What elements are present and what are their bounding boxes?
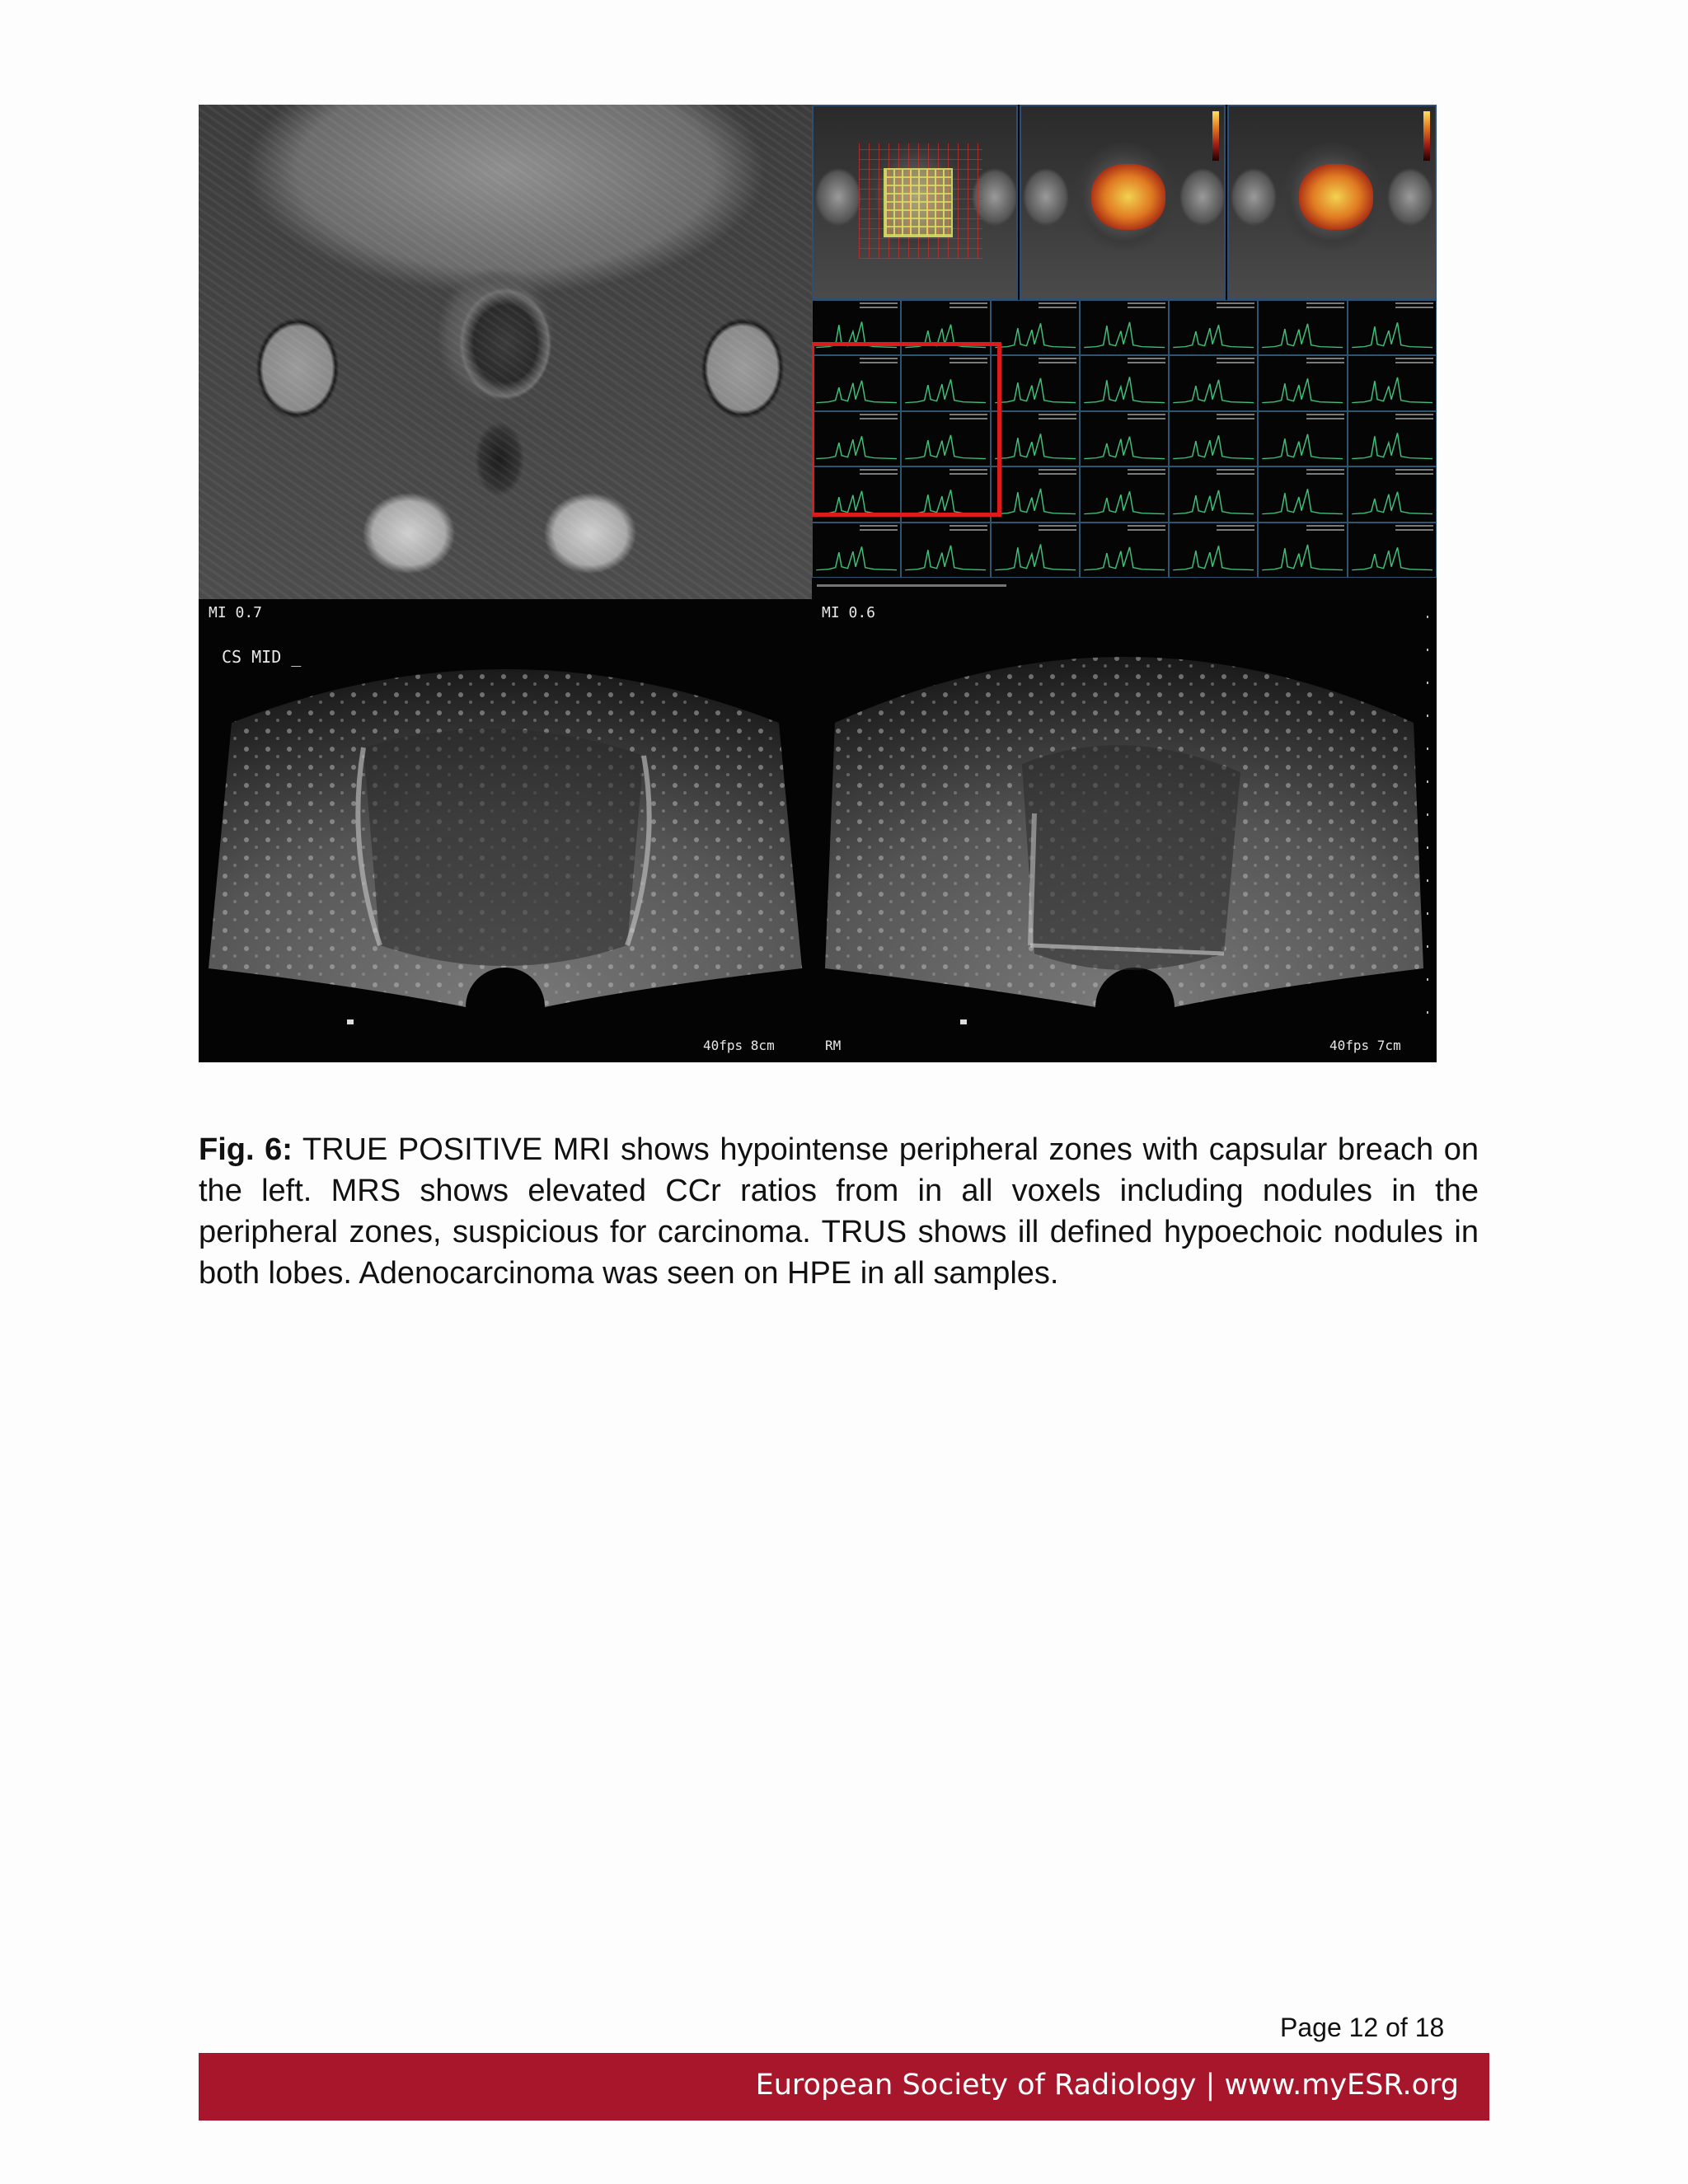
spectrum-cell: [1348, 411, 1437, 466]
spectrum-cell: [1258, 300, 1347, 355]
mrs-heatmap-thumbnail-2: [1227, 105, 1437, 300]
selected-voxel-grid: [884, 168, 953, 237]
spectrum-cell: [1169, 523, 1258, 578]
ratio-heatmap: [1299, 164, 1373, 230]
figure-caption: [199, 1129, 1479, 1294]
spectrum-cell: [1348, 466, 1437, 522]
us-depth-scale: [1427, 616, 1428, 1019]
spectrum-cell: [991, 355, 1080, 410]
spectrum-cell: [991, 523, 1080, 578]
mr-spectroscopy-panel: [812, 105, 1437, 599]
heatmap-colorbar: [1212, 111, 1219, 161]
us-mechanical-index-label: MI 0.6: [822, 604, 876, 621]
caption-text: TRUE POSITIVE MRI shows hypointense peripheral zones with capsular breach on the left. MRS shows elevated CCr ratios from in all voxels including nodules in the peripheral zones, suspicious for carcinoma. TRUS shows ill defined hypoechoic nodules in both lobes. Adenocarcinoma was seen on HPE in all samples.: [199, 1132, 1479, 1291]
page-number: Page 12 of 18: [1280, 2013, 1445, 2042]
mri-t2-axial-image: [199, 105, 812, 599]
mrs-voxel-grid-thumbnail: [812, 105, 1018, 300]
roi-highlight-box: [812, 342, 1001, 517]
us-mechanical-index-label: MI 0.7: [209, 604, 263, 621]
figure-composite-image: [199, 105, 1437, 1062]
ratio-heatmap: [1091, 164, 1165, 230]
us-frame-depth-label: 40fps 8cm: [703, 1038, 775, 1053]
spectrum-cell: [1080, 411, 1169, 466]
us-frame-depth-label: 40fps 7cm: [1329, 1038, 1401, 1053]
spectra-note-strip: [812, 578, 1437, 599]
footer-bar: [199, 2053, 1489, 2121]
spectrum-cell: [991, 300, 1080, 355]
spectrum-cell: [991, 411, 1080, 466]
spectrum-cell: [1348, 355, 1437, 410]
spectrum-cell: [1258, 411, 1347, 466]
spectrum-cell: [1169, 411, 1258, 466]
spectrum-cell: [1348, 300, 1437, 355]
spectrum-cell: [1169, 466, 1258, 522]
spectrum-cell: [901, 523, 990, 578]
footer-org-link[interactable]: European Society of Radiology | www.myESR.org: [755, 2069, 1459, 2102]
spectrum-cell: [1169, 355, 1258, 410]
heatmap-colorbar: [1423, 111, 1430, 161]
spectrum-cell: [1348, 523, 1437, 578]
caption-label: Fig. 6:: [199, 1132, 293, 1167]
spectrum-cell: [1080, 300, 1169, 355]
spectrum-cell: [1080, 355, 1169, 410]
trus-image-left: [199, 599, 812, 1062]
spectrum-cell: [991, 466, 1080, 522]
mrs-heatmap-thumbnail-1: [1020, 105, 1226, 300]
spectrum-cell: [1258, 466, 1347, 522]
spectrum-cell: [812, 523, 901, 578]
trus-image-right: [812, 599, 1437, 1062]
spectrum-cell: [1258, 355, 1347, 410]
spectrum-cell: [1169, 300, 1258, 355]
spectrum-cell: [1258, 523, 1347, 578]
us-annotation-label: RM: [825, 1038, 842, 1053]
us-mode-label: CS MID _: [222, 647, 302, 667]
spectrum-cell: [1080, 523, 1169, 578]
spectrum-cell: [1080, 466, 1169, 522]
